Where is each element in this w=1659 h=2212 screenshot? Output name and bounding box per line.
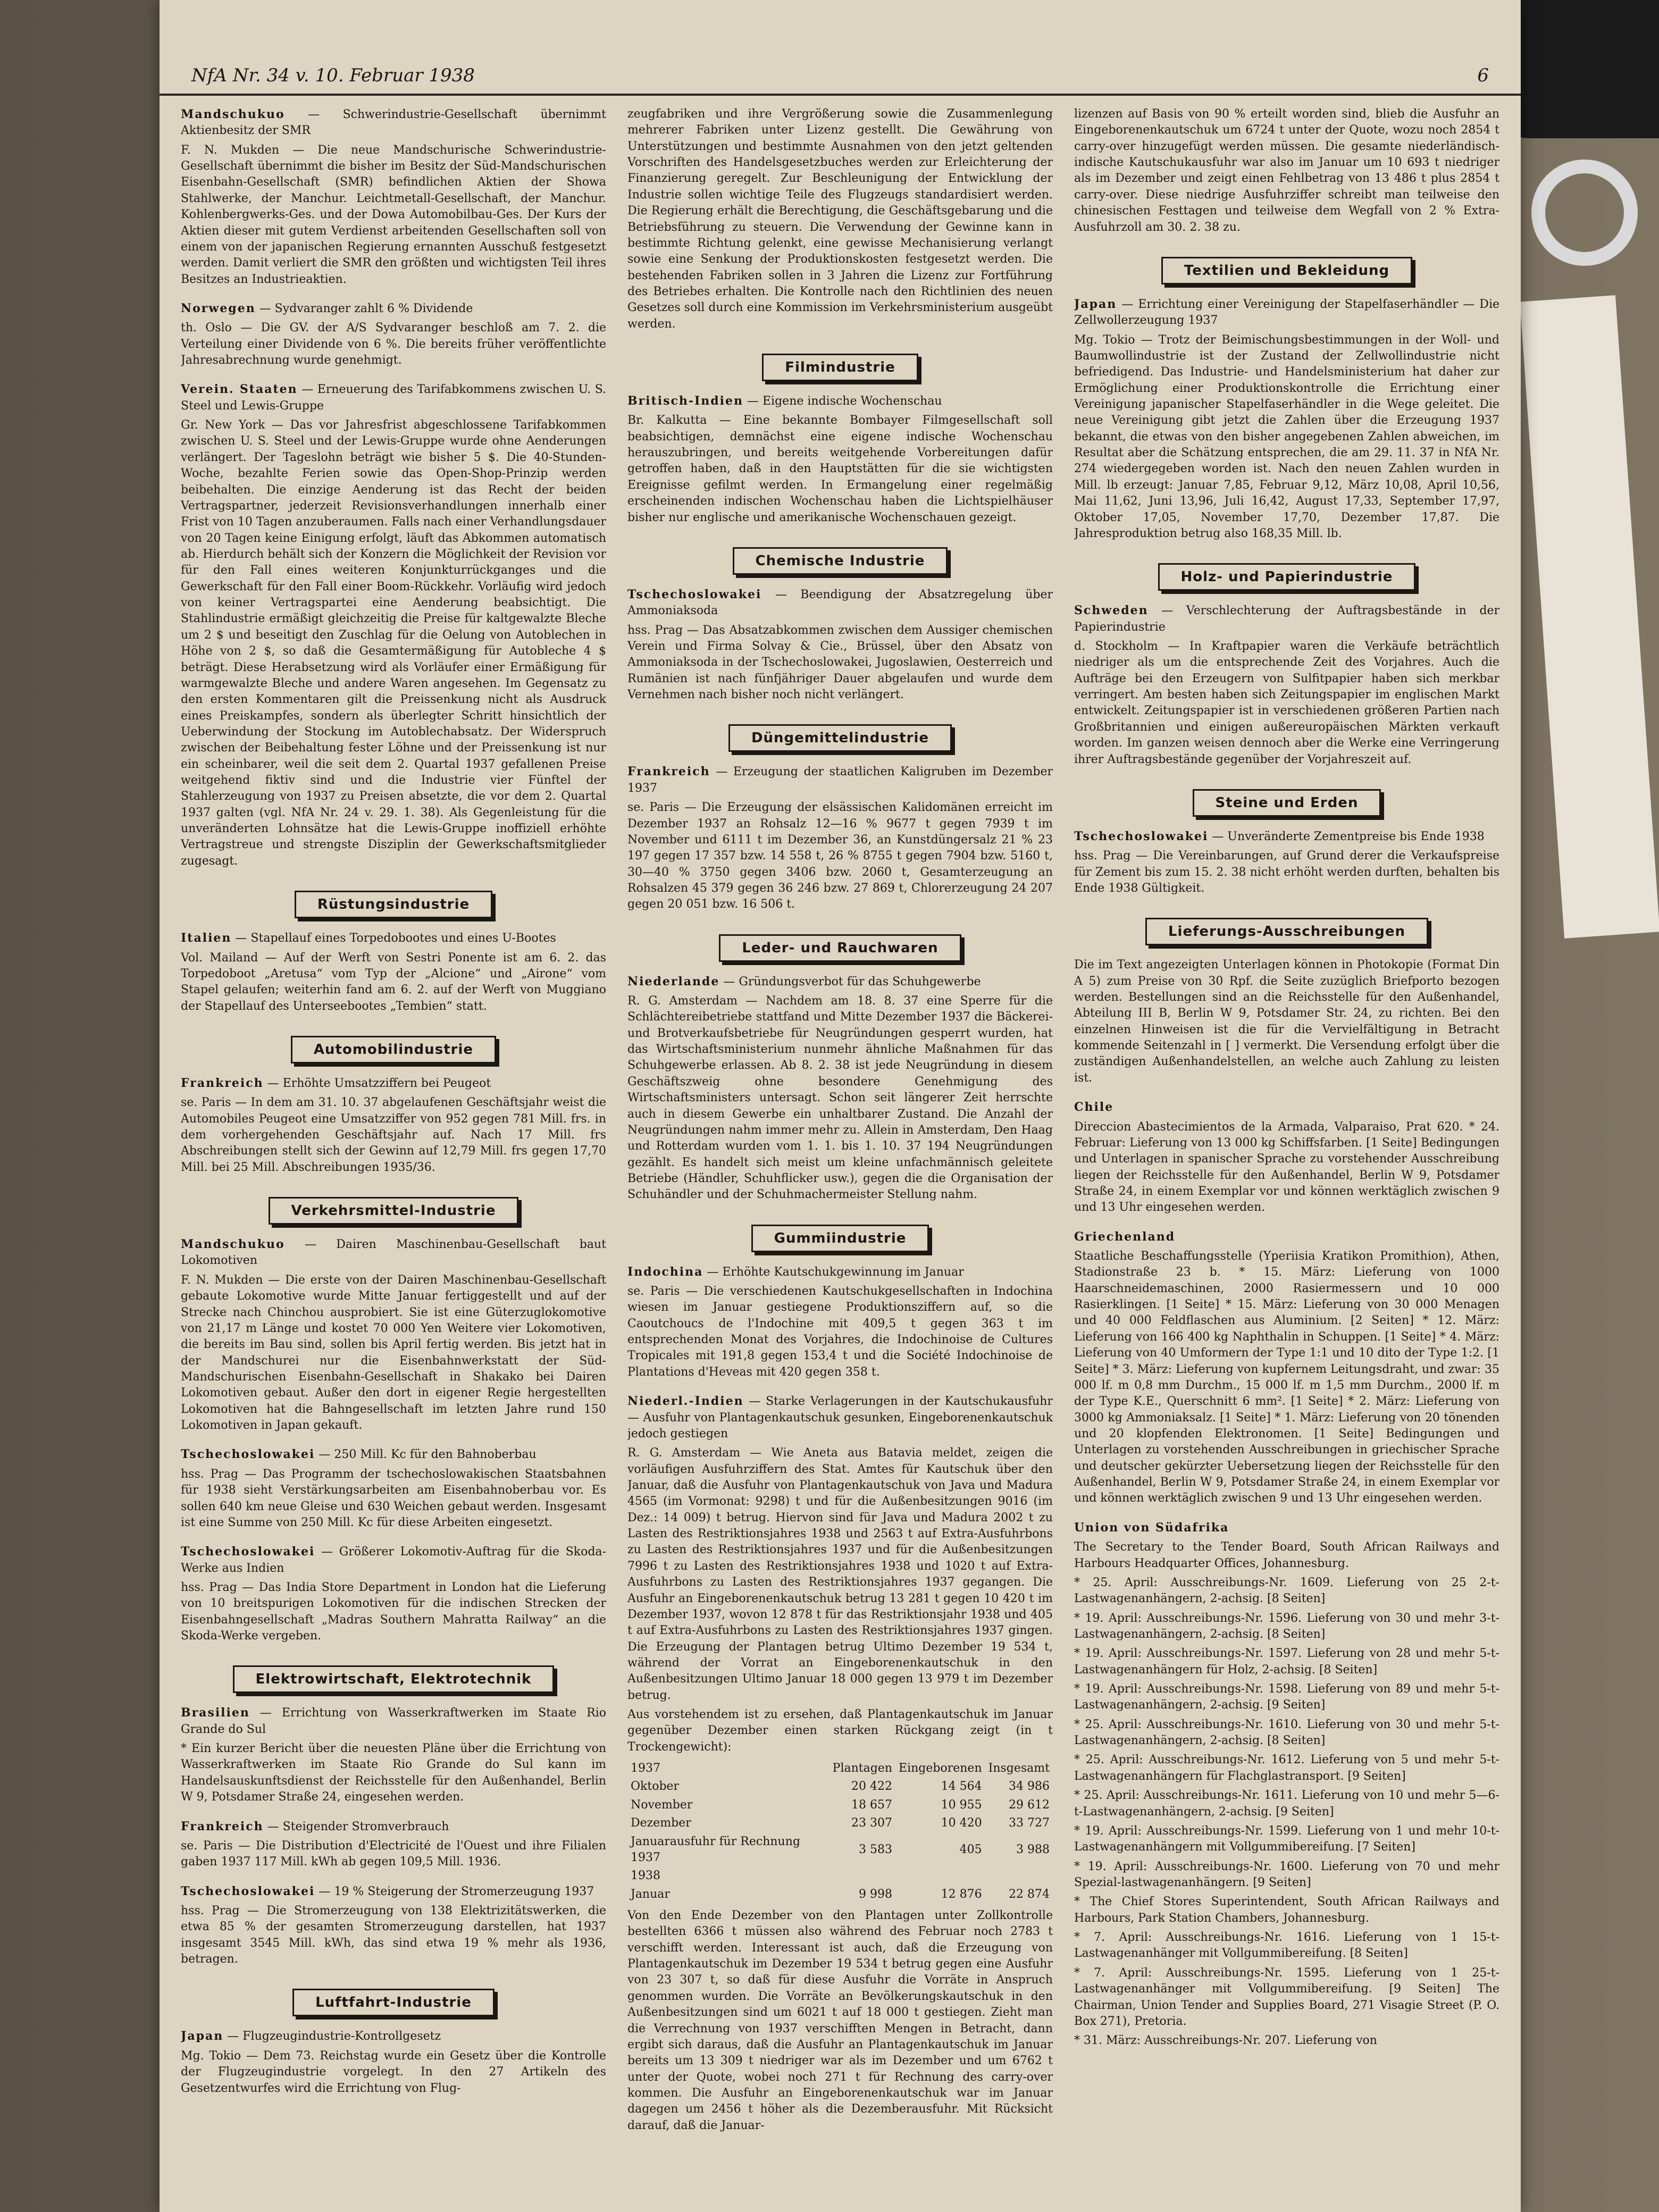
list-item: * 25. April: Ausschreibungs-Nr. 1612. Lieferung von 5 und mehr 5-t-Lastwagenanhängern für Flachglastransport. [9 Seiten] (1074, 1753, 1499, 1783)
list-item: * 25. April: Ausschreibungs-Nr. 1609. Lieferung von 25 2-t-Lastwagenanhängern, 2-achsig. [8 Seiten] (1074, 1576, 1499, 1606)
article (627, 393, 1053, 529)
table-cell: Januar (631, 1887, 670, 1901)
article-headline: — Stapellauf eines Torpedobootes und eines U-Bootes (235, 932, 556, 945)
table-header: 1937 (631, 1762, 660, 1775)
article-body: zeugfabriken und ihre Vergrößerung sowie die Zusammenlegung mehrerer Fabriken unter Lizenz gestellt. Die Gewährung von Unterstützungen und bestimmte Ausnahmen von den jetzt geltenden Vorschriften des Handelsgesetzbuches werden zur Erleichterung der Finanzierung geregelt. Zur Beschleunigung der Entwicklung der Industrie sollen wichtige Teile des Flugzeugs standardisiert werden. Die Regierung erhält die Berechtigung, die Geschäftsgebarung und die Betriebsführung zu steuern. Die Verwendung der Gewinne kann in bestimmte Richtung gelenkt, eine gewisse Mechanisierung verlangt sowie eine Senkung der Produktionskosten festgesetzt werden. Die bestehenden Fabriken sollen in 3 Jahren die Lizenz zur Fortführung des Betriebes erhalten. Die Kontrolle nach den Richtlinien des neuen Gesetzes soll durch eine Kommission im Verkehrsministerium ausgeübt werden. (627, 107, 1053, 331)
rubber-table (627, 1759, 1053, 1904)
list-item: * 19. April: Ausschreibungs-Nr. 1600. Lieferung von 70 und mehr Spezial-lastwagenanhängern. [9 Seiten] (1074, 1859, 1499, 1889)
table-cell: 10 420 (941, 1816, 982, 1830)
table-cell: 10 955 (941, 1798, 982, 1812)
column-1 (181, 106, 606, 2180)
section-heading: Holz- und Papierindustrie (1158, 563, 1416, 591)
table-outro: Von den Ende Dezember von den Plantagen unter Zollkontrolle bestellten 6366 t müssen also während des Februar noch 2783 t verschifft werden. Interessant ist auch, daß die Erzeugung von Plantagenkautschuk im Dezember 19 534 t betrug gegen eine Ausfuhr von 23 307 t, so daß für diese Ausfuhr die Vorräte in Anspruch genommen wurden. Die Vorräte an Bevölkerungskautschuk in den Außenbesitzungen sind um 6021 t auf 18 000 t gestiegen. Zieht man die Verrechnung von 1937 verschifften Mengen in Betracht, dann ergibt sich daraus, daß die Ausfuhr an Plantagenkautschuk im Januar bereits um 13 309 t niedriger war als im Dezember und um 6762 t unter der Quote, wobei noch 271 t für Rechnung des carry-over kommen. Die Ausfuhr an Eingeborenenkautschuk war im Januar dagegen um 2456 t höher als die Dezemberausfuhr. Mit Rücksicht darauf, daß die Januar- (627, 1908, 1053, 2132)
article (1074, 296, 1499, 545)
article-headline: — Gründungsverbot für das Schuhgewerbe (723, 975, 981, 988)
table-cell: 23 307 (851, 1816, 893, 1830)
article-country: Japan (181, 2029, 224, 2043)
article-body: hss. Prag — Das Absatzabkommen zwischen dem Aussiger chemischen Verein und Firma Solvay & Cie., Brüssel, über den Absatz von Ammoniaksoda in der Tschechoslowakei, Jugoslawien, Oesterreich und Rumänien ist nach fünfjähriger Dauer abgelaufen und wurde dem Vernehmen nach bisher noch nicht verlängert. (627, 623, 1053, 702)
article-headline: — Dairen Maschinenbau-Gesellschaft baut Lokomotiven (181, 1238, 606, 1268)
article (181, 2028, 606, 2099)
table-header: Insgesamt (988, 1762, 1050, 1775)
article (181, 300, 606, 372)
article-body: se. Paris — Die verschiedenen Kautschukgesellschaften in Indochina wiesen im Januar gestiegene Produktionsziffern auf, so die Caoutchoucs de l'Indochine mit 409,5 t gegen 363 t im entsprechenden Monat des Vorjahres, die Indochinoise de Cultures Tropicales mit 191,8 gegen 153,4 t und die Société Indochinoise de Plantations d'Heveas mit 420 gegen 358 t. (627, 1285, 1053, 1379)
table-cell: November (631, 1798, 693, 1812)
article-body: F. N. Mukden — Die neue Mandschurische Schwerindustrie-Gesellschaft übernimmt die bisher im Besitz der Süd-Mandschurischen Eisenbahn-Gesellschaft (SMR) befindlichen Aktien der Showa Stahlwerke, der Manchur. Leichtmetall-Gesellschaft, der Manchur. Kohlenbergwerks-Ges. und der Dowa Automobilbau-Ges. Der Kurs der Aktien dieser mit gutem Verdienst arbeitenden Gesellschaften soll von einem von der japanischen Regierung ernannten Ausschuß festgesetzt werden. Damit verliert die SMR den größten und wichtigsten Teil ihres Besitzes an Industrieaktien. (181, 143, 606, 286)
article (1074, 106, 1499, 239)
article-body: Vol. Mailand — Auf der Werft von Sestri Ponente ist am 6. 2. das Torpedoboot „Aretusa“ vom Typ der „Alcione“ und „Airone“ vom Stapel gelaufen; weiterhin fand am 6. 2. auf der Werft von Muggiano der Stapellauf des Unterseebootes „Tembien“ statt. (181, 951, 606, 1013)
article-body: Gr. New York — Das vor Jahresfrist abgeschlossene Tarifabkommen zwischen U. S. Steel und der Lewis-Gruppe wurde ohne Aenderungen verlängert. Der Tageslohn beträgt wie bisher 5 $. Die 40-Stunden-Woche, bezahlte Ferien sowie das Open-Shop-Prinzip werden beibehalten. Die einzige Aenderung ist das Recht der beiden Vertragspartner, jederzeit Revisionsverhandlungen innerhalb einer Frist von 10 Tagen anzuberaumen. Falls nach einer Verhandlungsdauer von 20 Tagen keine Einigung erfolgt, läuft das Abkommen automatisch ab. Hierdurch behält sich der Konzern die Möglichkeit der Revision vor für den Fall eines weiteren Konjunkturrückganges und die Gewerkschaft für den Fall einer Boom-Rückkehr. Vorläufig wird jedoch von keiner Vertragspartei eine Aenderung beabsichtigt. Die Stahlindustrie ermäßigt gleichzeitig die Preise für kaltgewalzte Bleche um 2 $ und beseitigt den Zuschlag für die Oelung von Autoblechen in Höhe von 2 $, so daß die Gesamtermäßigung für Autobleche 4 $ beträgt. Diese Herabsetzung wird als Vorläufer einer Ermäßigung für warmgewalzte Bleche und andere Waren angesehen. Im Gegensatz zu den ersten Kommentaren gilt die Preissenkung nicht als Ausdruck eines Preiskampfes, sondern als überlegter Schritt hinsichtlich der Ueberwindung der Stockung im Autoblechabsatz. Der Widerspruch zwischen der Beibehaltung fester Löhne und der Preissenkung ist nur ein scheinbarer, weil die seit dem 2. Quartal 1937 gefallenen Preise weitgehend fiktiv sind und die Industrie vier Fünftel der Stahlerzeugung von 1937 zu Preisen absetzte, die vor dem 2. Quartal 1937 galten (vgl. NfA Nr. 24 v. 29. 1. 38). Als Gegenleistung für die unveränderten Lohnsätze hat die Lewis-Gruppe inoffiziell erhöhte Vertragstreue und strengste Disziplin der Gewerkschaftsmitglieder zugesagt. (181, 418, 606, 868)
article-body: Br. Kalkutta — Eine bekannte Bombayer Filmgesellschaft soll beabsichtigen, demnächst eine eigene indische Wochenschau herauszubringen, und bereits weitgehende Vorbereitungen dafür getroffen haben, daß in den Hauptstätten für die sie wichtigsten Ereignisse gefilmt werden. In Ermangelung einer regelmäßig erscheinenden indischen Wochenschau haben die Lichtspielhäuser bisher nur englische und amerikanische Wochenschauen gezeigt. (627, 414, 1053, 524)
article (627, 1393, 1053, 2137)
article-headline: — 19 % Steigerung der Stromerzeugung 1937 (319, 1884, 594, 1898)
article-body: The Secretary to the Tender Board, South African Railways and Harbours Headquarter Offices, Johannesburg. (1074, 1540, 1499, 1570)
article-headline: — Steigender Stromverbrauch (267, 1820, 449, 1833)
article-body: Mg. Tokio — Trotz der Beimischungsbestimmungen in der Woll- und Baumwollindustrie ist der Zustand der Zellwollindustrie nicht befriedigend. Das Industrie- und Handelsministerium hat daher zur Ermöglichung einer Produktionskontrolle die Errichtung einer Vereinigung japanischer Stapelfaserhändler in die Wege geleitet. Die neue Vereinigung gibt jetzt die Zahlen über die Erzeugung 1937 bekannt, die etwas von den bisher angegebenen Zahlen abweichen, im Resultat aber die Schätzung entsprechen, die am 29. 11. 37 in NfA Nr. 274 wiedergegeben worden ist. Nach den neuen Zahlen wurden in Mill. lb erzeugt: Januar 7,85, Februar 9,12, März 10,08, April 10,56, Mai 11,62, Juni 13,96, Juli 16,42, August 17,33, September 17,97, Oktober 17,05, November 17,70, Dezember 17,87. Die Jahresproduktion betrug also 168,35 Mill. lb. (1074, 333, 1499, 540)
list-item: * 19. April: Ausschreibungs-Nr. 1598. Lieferung von 89 und mehr 5-t-Lastwagenanhängern, 2-achsig. [9 Seiten] (1074, 1682, 1499, 1712)
article (181, 1883, 606, 1971)
article-country: Niederl.-Indien (627, 1394, 744, 1409)
article-country: Verein. Staaten (181, 382, 298, 397)
article-headline: — 250 Mill. Kc für den Bahnoberbau (319, 1448, 537, 1462)
section-heading: Lieferungs-Ausschreibungen (1145, 918, 1428, 945)
table-intro: Aus vorstehendem ist zu ersehen, daß Plantagenkautschuk im Januar gegenüber Dezember einen starken Rückgang zeigt (in t Trockengewicht): (627, 1708, 1053, 1754)
list-item: * 7. April: Ausschreibungs-Nr. 1616. Lieferung von 1 15-t-Lastwagenanhänger mit Vollgummibereifung. [8 Seiten] (1074, 1931, 1499, 1960)
columns (181, 106, 1499, 2180)
article-body: hss. Prag — Die Stromerzeugung von 138 Elektrizitätswerken, die etwa 85 % der gesamten Stromerzeugung darstellen, hat 1937 insgesamt 3545 Mill. kWh, das sind etwa 19 % mehr als 1936, betragen. (181, 1904, 606, 1966)
table-cell: 1938 (631, 1869, 660, 1883)
article-headline: — Verschlechterung der Auftragsbestände in der Papierindustrie (1074, 604, 1499, 634)
article (1074, 1099, 1499, 1219)
article (181, 106, 606, 291)
table-cell (830, 1867, 895, 1885)
article (627, 764, 1053, 916)
table-cell: 3 583 (859, 1842, 893, 1856)
article-headline: — Schwerindustrie-Gesellschaft übernimmt Aktienbesitz der SMR (181, 108, 606, 138)
list-item: * 19. April: Ausschreibungs-Nr. 1597. Lieferung von 28 und mehr 5-t-Lastwagenanhängern für Holz, 2-achsig. [8 Seiten] (1074, 1647, 1499, 1677)
article-body: d. Stockholm — In Kraftpapier waren die Verkäufe beträchtlich niedriger als um die entsprechende Zeit des Vorjahres. Auch die Aufträge bei den Erzeugern von Sulfitpapier haben sich merkbar verringert. Am besten haben sich Zeitungspapier im englischen Markt entwickelt. Zeitungspapier ist in verschiedenen größeren Partien nach Großbritannien und einigen außereuropäischen Märkten verkauft worden. Im ganzen weisen dennoch aber die Werke eine Verringerung ihrer Auftragsbestände gegenüber der Vorjahreszeit auf. (1074, 639, 1499, 766)
newspaper-page (160, 0, 1521, 2212)
article-country: Griechenland (1074, 1229, 1176, 1244)
article-headline: — Erhöhte Kautschukgewinnung im Januar (707, 1265, 964, 1279)
list-item: * 31. März: Ausschreibungs-Nr. 207. Lieferung von (1074, 2034, 1377, 2048)
article-body: F. N. Mukden — Die erste von der Dairen Maschinenbau-Gesellschaft gebaute Lokomotive wurde Mitte Januar fertiggestellt und auf der Strecke nach Chinchou ausprobiert. Sie ist eine Güterzuglokomotive von 21,17 m Länge und kostet 70 000 Yen Weitere vier Lokomotiven, die bereits im Bau sind, sollen bis April fertig werden. Bis jetzt hat in der Mandschurei nur die Eisenbahnwerkstatt der Süd-Mandschurischen Eisenbahn-Gesellschaft in Shakako bei Dairen Lokomotiven gebaut. Außer den dort in eigener Regie hergestellten Lokomotiven hat die Bahngesellschaft im letzten Jahre rund 150 Lokomotiven in Japan gekauft. (181, 1273, 606, 1432)
section-heading: Filmindustrie (762, 354, 918, 381)
article-country: Italien (181, 931, 232, 945)
table-row (627, 1814, 1053, 1832)
article-headline: — Sydvaranger zahlt 6 % Dividende (259, 301, 473, 315)
table-cell (895, 1867, 985, 1885)
article (627, 1264, 1053, 1384)
table-cell: 3 988 (1016, 1842, 1050, 1856)
article-headline: — Erneuerung des Tarifabkommens zwischen U. S. Steel und Lewis-Gruppe (181, 383, 606, 413)
list-item: * The Chief Stores Superintendent, South African Railways and Harbours, Park Station Chambers, Johannesburg. (1074, 1895, 1499, 1925)
section-heading: Verkehrsmittel-Industrie (269, 1197, 519, 1225)
article-headline: — Erhöhte Umsatzziffern bei Peugeot (267, 1076, 491, 1090)
article-country: Tschechoslowakei (181, 1545, 315, 1559)
table-cell (985, 1867, 1053, 1885)
article (181, 381, 606, 873)
section-heading: Luftfahrt-Industrie (292, 1989, 495, 2016)
list-item: * 19. April: Ausschreibungs-Nr. 1596. Lieferung von 30 und mehr 3-t-Lastwagenanhängern, 2-achsig. [8 Seiten] (1074, 1611, 1499, 1641)
article-country: Norwegen (181, 301, 256, 315)
article (181, 1705, 606, 1808)
article-body: Direccion Abastecimientos de la Armada, Valparaiso, Prat 620. * 24. Februar: Lieferung von 13 000 kg Schiffsfarben. [1 Seite] Bedingungen und Unterlagen in spanischer Sprache zu vorstehender Ausschreibung liegen der Reichsstelle für den Außenhandel, Berlin W 9, Potsdamer Straße 24, in einem Exemplar vor und können werktäglich zwischen 9 und 13 Uhr eingesehen werden. (1074, 1120, 1499, 1214)
table-header: Plantagen (832, 1762, 893, 1775)
article (627, 106, 1053, 336)
article-country: Frankreich (181, 1819, 264, 1833)
article (627, 974, 1053, 1206)
list-item: * 25. April: Ausschreibungs-Nr. 1611. Lieferung von 10 und mehr 5—6-t-Lastwagenanhängern, 2-achsig. [9 Seiten] (1074, 1789, 1499, 1819)
table-cell: 9 998 (859, 1887, 893, 1901)
article-body: R. G. Amsterdam — Wie Aneta aus Batavia meldet, zeigen die vorläufigen Ausfuhrziffern des Stat. Amtes für Kautschuk über den Januar, daß die Ausfuhr von Plantagenkautschuk von Java und Madura 4565 (im Vormonat: 9298) t und für die Außenbesitzungen 9016 (im Dez.: 14 009) t betrug. Hiervon sind für Java und Madura 2002 t zu Lasten des Restriktionsjahres 1938 und 2563 t auf Extra-Ausfuhrbons zu Lasten des Restriktionsjahres 1937 und für die Außenbesitzungen 7996 t zu Lasten des Restriktionsjahres 1938 und 1020 t auf Extra-Ausfuhrbons zu Lasten des Restriktionsjahres 1937 gegangen. Die Ausfuhr an Eingeborenenkautschuk betrug 13 281 t gegen 10 420 t im Dezember 1937, wovon 12 878 t für das Restriktionsjahr 1938 und 405 t auf Extra-Ausfuhrbons zu Lasten des Restriktionsjahres 1937 gingen. Die Erzeugung der Plantagen betrug Ultimo Dezember 19 534 t, während der Vorrat an Eingeborenenkautschuk in den Außenbesitzungen Ultimo Januar 18 000 gegen 13 979 t im Dezember betrug. (627, 1446, 1053, 1702)
article-country: Tschechoslowakei (627, 587, 762, 601)
article-body: hss. Prag — Die Vereinbarungen, auf Grund derer die Verkaufspreise für Zement bis zum 15. 2. 38 nicht erhöht werden durften, behalten bis Ende 1938 Gültigkeit. (1074, 849, 1499, 895)
list-item: * 7. April: Ausschreibungs-Nr. 1595. Lieferung von 1 25-t-Lastwagenanhänger mit Vollgummibereifung. [9 Seiten] The Chairman, Union Tender and Supplies Board, 271 Visagie Street (P. O. Box 271), Pretoria. (1074, 1966, 1499, 2028)
list-item: * 25. April: Ausschreibungs-Nr. 1610. Lieferung von 30 und mehr 5-t-Lastwagenanhängern, 2-achsig. [8 Seiten] (1074, 1717, 1499, 1748)
table-header-row (627, 1759, 1053, 1778)
article-country: Indochina (627, 1264, 703, 1279)
article (181, 1819, 606, 1874)
article (1074, 957, 1499, 1090)
article-body: Die im Text angezeigten Unterlagen können in Photokopie (Format Din A 5) zum Preise von 30 Rpf. die Seite zuzüglich Briefporto bezogen werden. Bestellungen sind an die Reichsstelle für den Außenhandel, Abteilung III B, Berlin W 9, Potsdamer Str. 24, zu richten. Bei den einzelnen Hinweisen ist die für die Vervielfältigung in Betracht kommende Seitenzahl in [ ] vermerkt. Die Versendung erfolgt über die zuständigen Außenhandelstellen, an welche auch Zahlung zu leisten ist. (1074, 958, 1499, 1085)
table-row (627, 1796, 1053, 1814)
article-headline: — Errichtung von Wasserkraftwerken im Staate Rio Grande do Sul (181, 1706, 606, 1736)
table-cell: 33 727 (1009, 1816, 1050, 1830)
table-row (627, 1867, 1053, 1885)
article-country: Japan (1074, 297, 1117, 311)
article (181, 1544, 606, 1647)
section-heading: Gummiindustrie (751, 1225, 929, 1252)
table-row (627, 1833, 1053, 1867)
section-heading: Automobilindustrie (291, 1036, 496, 1063)
table-row (627, 1886, 1053, 1904)
article (181, 1236, 606, 1437)
page-header (160, 53, 1521, 96)
list-item: * 19. April: Ausschreibungs-Nr. 1599. Lieferung von 1 und mehr 10-t-Lastwagenanhängern mit Vollgummibereifung. [7 Seiten] (1074, 1824, 1499, 1854)
article (627, 586, 1053, 707)
article (181, 930, 606, 1018)
article-body: lizenzen auf Basis von 90 % erteilt worden sind, blieb die Ausfuhr an Eingeborenenkautschuk um 6724 t unter der Quote, wozu noch 2854 t carry-over hinzugefügt werden müssen. Die gesamte niederländisch-indische Kautschukausfuhr war also im Januar um 10 693 t niedriger als im Dezember und zeigt einen Fehlbetrag von 13 486 t plus 2854 t carry-over. Diese niedrige Ausfuhrziffer schreibt man teilweise den chinesischen Festtagen und teilweise dem Wegfall von 2 % Extra-Ausfuhrzoll am 30. 2. 38 zu. (1074, 107, 1499, 234)
table-cell: Januarausfuhr für Rechnung 1937 (631, 1834, 800, 1864)
table-header: Eingeborenen (899, 1762, 982, 1775)
article-headline: — Errichtung einer Vereinigung der Stapelfaserhändler — Die Zellwollerzeugung 1937 (1074, 297, 1499, 328)
article-country: Niederlande (627, 974, 720, 988)
table-cell: 20 422 (851, 1780, 893, 1794)
table-cell: 34 986 (1009, 1780, 1050, 1794)
section-heading: Chemische Industrie (733, 547, 948, 575)
article-body: R. G. Amsterdam — Nachdem am 18. 8. 37 eine Sperre für die Schlächtereibetriebe stattfand und Mitte Dezember 1937 die Bäckerei- und Brotverkaufsbetriebe für Neugründungen gesperrt wurden, hat das Wirtschaftsministerium nunmehr ähnliche Maßnahmen für das Schuhgewerbe erlassen. Ab 8. 2. 38 ist jede Neugründung in diesem Geschäftszweig ohne besondere Genehmigung des Wirtschaftsministers untersagt. Schon seit längerer Zeit herrschte auch in diesem Gewerbe ein unhaltbarer Zustand. Die Anzahl der Neugründungen nahm immer mehr zu. Allein in Amsterdam, Den Haag und Rotterdam wurden vom 1. 1. bis 1. 10. 37 194 Neugründungen gezählt. Es handelt sich meist um kleine unfachmännisch geleitete Betriebe (Händler, Schuhflicker usw.), gegen die die Organisation der Schuhändler und der Schuhmachermeister Stellung nahm. (627, 994, 1053, 1202)
metal-ring (1531, 160, 1638, 266)
page-number: 6 (1477, 65, 1489, 86)
article-headline: — Unveränderte Zementpreise bis Ende 1938 (1212, 830, 1485, 843)
article-body: se. Paris — Die Distribution d'Electricité de l'Ouest und ihre Filialen gaben 1937 117 Mill. kWh ab gegen 109,5 Mill. 1936. (181, 1839, 606, 1869)
article-body: th. Oslo — Die GV. der A/S Sydvaranger beschloß am 7. 2. die Verteilung einer Dividende von 6 %. Die bereits früher veröffentlichte Jahresabrechnung wurde genehmigt. (181, 321, 606, 367)
article-country: Britisch-Indien (627, 394, 743, 408)
article-body: hss. Prag — Das India Store Department in London hat die Lieferung von 10 breitspurigen Lokomotiven für die indischen Strecken der Eisenbahngesellschaft „Madras Southern Mahratta Railway“ an die Skoda-Werke vergeben. (181, 1580, 606, 1643)
table-row (627, 1778, 1053, 1796)
article-country: Brasilien (181, 1706, 250, 1720)
article-body: Staatliche Beschaffungsstelle (Yperiisia Kratikon Promithion), Athen, Stadionstraße 23 b. * 15. März: Lieferung von 1000 Haarschneidemaschinen, 2000 Rasiermessern und 10 000 Rasierklingen. [1 Seite] * 15. März: Lieferung von 30 000 Menagen und 40 000 Feldflaschen aus Aluminium. [2 Seiten] * 12. März: Lieferung von 166 400 kg Naphthalin in Schuppen. [1 Seite] * 4. März: Lieferung von 40 Umformern der Type 1:1 und 10 dito der Type 1:2. [1 Seite] * 3. März: Lieferung von kupfernem Leitungsdraht, und zwar: 35 000 lf. m 0,8 mm Durchm., 15 000 lf. m 1,5 mm Durchm., 2000 lf. m der Type K.E., Querschnitt 6 mm². [1 Seite] * 2. März: Lieferung von 3000 kg Ammoniaksalz. [1 Seite] * 1. März: Lieferung von 20 tönenden und 20 klopfenden Elektronomen. [1 Seite] Bedingungen und Unterlagen zu vorstehenden Ausschreibungen in griechischer Sprache und deutscher gekürzter Uebersetzung liegen der Reichsstelle für den Außenhandel, Berlin W 9, Potsdamer Straße 24, in einem Exemplar vor und können werktäglich zwischen 9 und 13 Uhr eingesehen werden. (1074, 1250, 1499, 1505)
article-headline: — Erzeugung der staatlichen Kaligruben im Dezember 1937 (627, 765, 1053, 795)
table-cell: 18 657 (851, 1798, 893, 1812)
article-country: Mandschukuo (181, 107, 285, 121)
article-country: Tschechoslowakei (1074, 829, 1209, 843)
article-body: se. Paris — In dem am 31. 10. 37 abgelaufenen Geschäftsjahr weist die Automobiles Peugeot eine Umsatzziffer von 952 gegen 781 Mill. frs. in dem vorhergehenden Geschäftsjahr auf. Nach 17 Mill. frs Abschreibungen stellt sich der Gewinn auf 12,79 Mill. frs gegen 17,70 Mill. bei 25 Mill. Abschreibungen 1935/36. (181, 1096, 606, 1174)
table-cell: Dezember (631, 1816, 691, 1830)
article (1074, 1520, 1499, 2052)
section-heading: Leder- und Rauchwaren (719, 934, 961, 962)
article-headline: — Beendigung der Absatzregelung über Ammoniaksoda (627, 588, 1053, 618)
issue-line: NfA Nr. 34 v. 10. Februar 1938 (191, 65, 475, 86)
article-body: Mg. Tokio — Dem 73. Reichstag wurde ein Gesetz über die Kontrolle der Flugzeugindustrie vorgelegt. In den 27 Artikeln des Gesetzentwurfes wird die Errichtung von Flug- (181, 2049, 606, 2095)
article (181, 1446, 606, 1534)
article-headline: — Starke Verlagerungen in der Kautschukausfuhr — Ausfuhr von Plantagenkautschuk gesunken, Eingeborenenkautschuk jedoch gestiegen (627, 1395, 1053, 1440)
section-heading: Elektrowirtschaft, Elektrotechnik (233, 1665, 555, 1693)
article-country: Mandschukuo (181, 1237, 285, 1252)
column-2 (627, 106, 1053, 2180)
table-cell: 14 564 (941, 1780, 982, 1794)
article-body: se. Paris — Die Erzeugung der elsässischen Kalidomänen erreicht im Dezember 1937 an Rohsalz 12—16 % 9677 t gegen 7939 t im November und 6111 t im Dezember 36, an Kunstdüngersalz 21 % 23 197 gegen 17 357 bzw. 14 558 t, 26 % 8755 t gegen 7904 bzw. 5160 t, 30—40 % 3750 gegen 3406 bzw. 2060 t, Gesamterzeugung an Rohsalzen 45 379 gegen 36 246 bzw. 27 869 t, Chlorerzeugung 24 207 gegen 20 051 bzw. 16 506 t. (627, 801, 1053, 911)
section-heading: Textilien und Bekleidung (1161, 257, 1412, 284)
article-body: hss. Prag — Das Programm der tschechoslowakischen Staatsbahnen für 1938 sieht Verstärkungsarbeiten am Eisenbahnoberbau vor. Es sollen 640 km neue Gleise und 630 Weichen gebaut werden. Insgesamt ist eine Summe von 250 Mill. Kc für diese Arbeiten eingesetzt. (181, 1467, 606, 1529)
column-3 (1074, 106, 1499, 2180)
table-cell: 29 612 (1009, 1798, 1050, 1812)
article-headline: — Größerer Lokomotiv-Auftrag für die Skoda-Werke aus Indien (181, 1545, 606, 1575)
article (1074, 1229, 1499, 1510)
table-cell: 12 876 (941, 1887, 982, 1901)
article-headline: — Eigene indische Wochenschau (747, 395, 942, 408)
table-cell: 405 (959, 1842, 982, 1856)
article-headline: — Flugzeugindustrie-Kontrollgesetz (227, 2030, 441, 2043)
article-country: Chile (1074, 1100, 1114, 1115)
article (181, 1075, 606, 1179)
article-country: Union von Südafrika (1074, 1520, 1229, 1535)
article-country: Schweden (1074, 604, 1149, 618)
section-heading: Steine und Erden (1193, 789, 1381, 817)
table-cell: 22 874 (1009, 1887, 1050, 1901)
article-country: Frankreich (627, 765, 710, 779)
article (1074, 602, 1499, 771)
article-country: Frankreich (181, 1076, 264, 1090)
article-body: * Ein kurzer Bericht über die neuesten Pläne über die Errichtung von Wasserkraftwerken im Staate Rio Grande do Sul kann im Handelsauskunftsdienst der Reichsstelle für den Außenhandel, Berlin W 9, Potsdamer Straße 24, eingesehen werden. (181, 1742, 606, 1804)
article-country: Tschechoslowakei (181, 1447, 315, 1462)
table-cell: Oktober (631, 1780, 680, 1794)
article-country: Tschechoslowakei (181, 1884, 315, 1898)
article (1074, 828, 1499, 900)
section-heading: Düngemittelindustrie (728, 724, 952, 752)
section-heading: Rüstungsindustrie (295, 891, 492, 918)
